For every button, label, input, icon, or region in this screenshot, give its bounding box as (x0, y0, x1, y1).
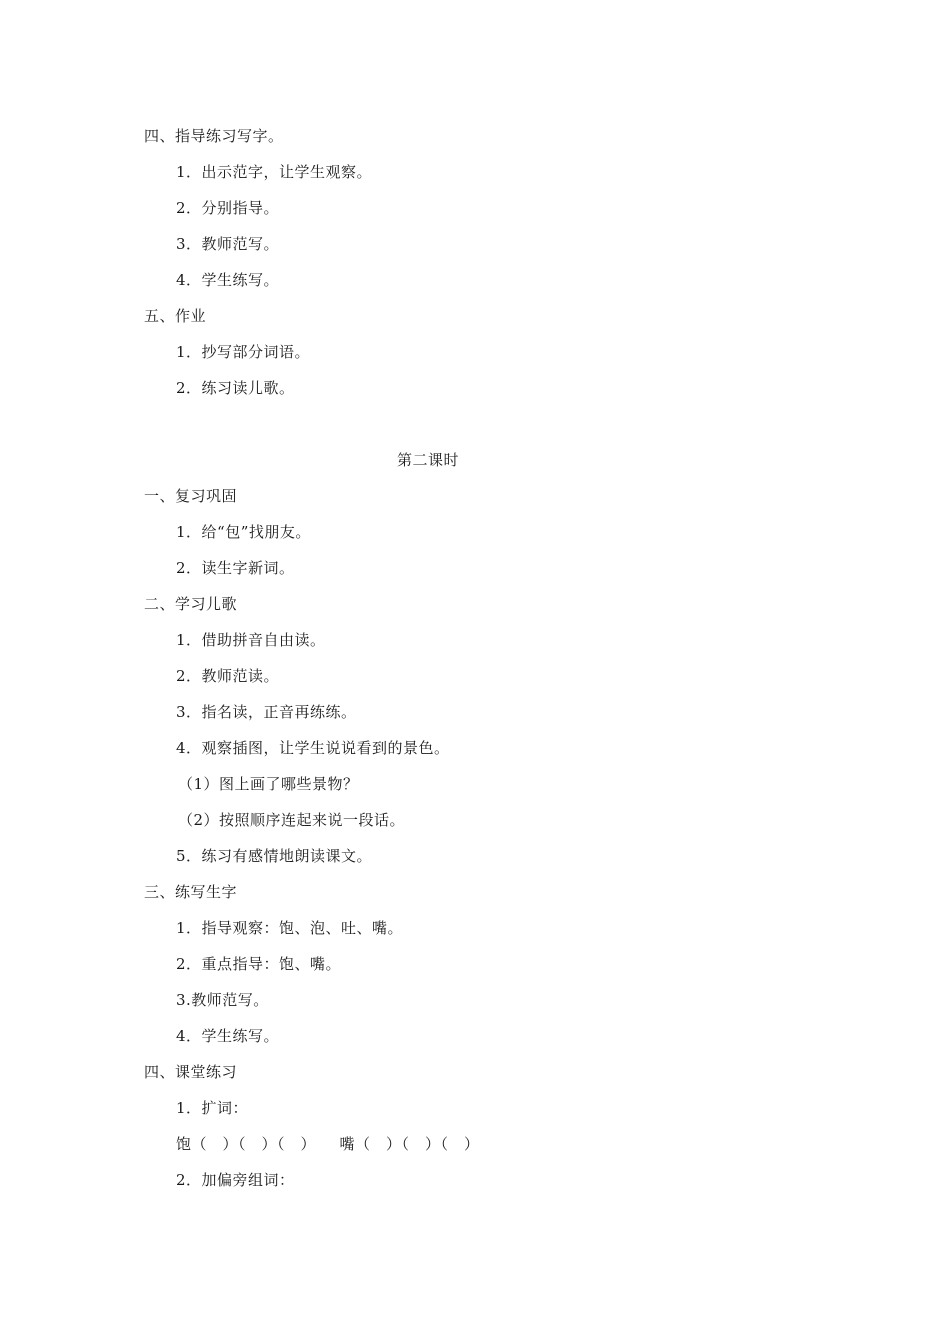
list-item: 2．读生字新词。 (176, 559, 295, 577)
sub-list-item: （1）图上画了哪些景物？ (178, 775, 359, 793)
sub-list-item: （2）按照顺序连起来说一段话。 (178, 811, 406, 829)
section-heading-homework: 五、作业 (144, 307, 207, 325)
list-item: 1．给“包”找朋友。 (176, 523, 311, 541)
section-heading-writing-practice: 四、指导练习写字。 (144, 127, 284, 145)
list-item: 4．观察插图，让学生说说看到的景色。 (176, 739, 450, 757)
list-item: 2．练习读儿歌。 (176, 379, 295, 397)
list-item: 5．练习有感情地朗读课文。 (176, 847, 373, 865)
section-heading-write-characters: 三、练写生字 (144, 883, 238, 901)
list-item: 1．扩词： (176, 1099, 249, 1117)
list-item: 2．分别指导。 (176, 199, 280, 217)
list-item: 1．指导观察：饱、泡、吐、嘴。 (176, 919, 404, 937)
list-item: 4．学生练写。 (176, 1027, 280, 1045)
list-item: 4．学生练写。 (176, 271, 280, 289)
list-item: 3．指名读，正音再练练。 (176, 703, 357, 721)
word-expansion-blanks: 饱（ ）（ ）（ ） 嘴（ ）（ ）（ ） (176, 1135, 480, 1153)
list-item: 3．教师范写。 (176, 235, 280, 253)
section-heading-class-exercise: 四、课堂练习 (144, 1063, 238, 1081)
section-heading-review: 一、复习巩固 (144, 487, 238, 505)
list-item: 1．借助拼音自由读。 (176, 631, 326, 649)
section-heading-learn-song: 二、学习儿歌 (144, 595, 238, 613)
list-item: 2．加偏旁组词： (176, 1171, 295, 1189)
list-item: 2．教师范读。 (176, 667, 280, 685)
list-item: 1．抄写部分词语。 (176, 343, 311, 361)
list-item: 2．重点指导：饱、嘴。 (176, 955, 342, 973)
list-item: 1．出示范字，让学生观察。 (176, 163, 373, 181)
list-item: 3.教师范写。 (176, 991, 269, 1009)
lesson-title: 第二课时 (396, 451, 459, 469)
